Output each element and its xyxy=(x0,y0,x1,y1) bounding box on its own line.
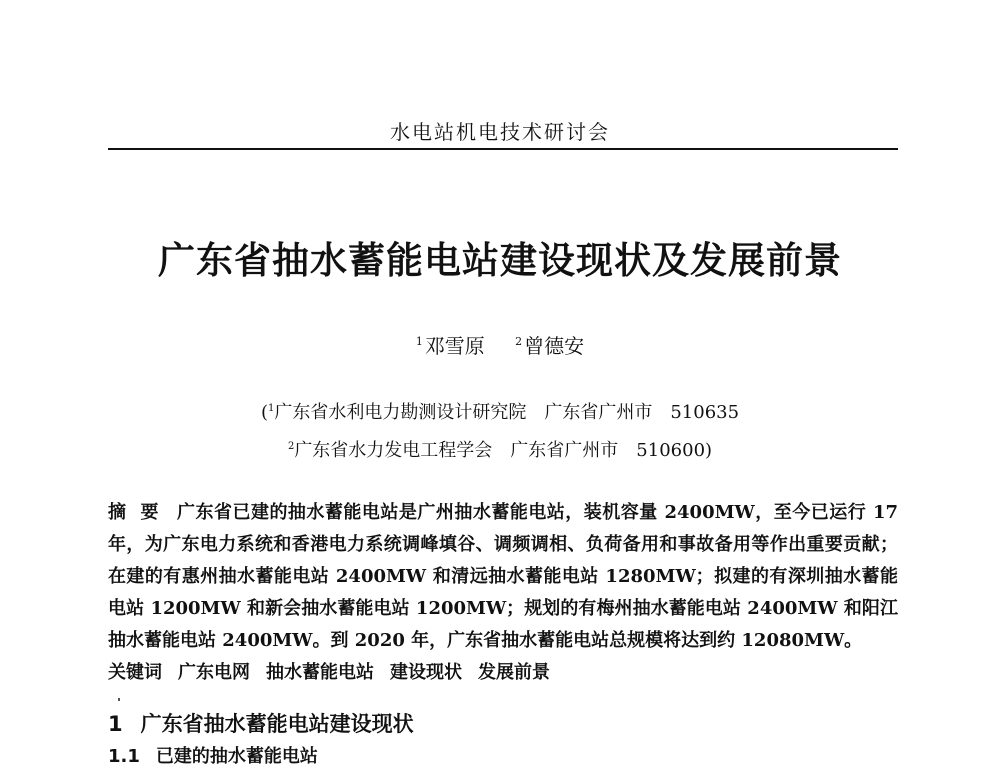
affiliation-1-open-paren: ( xyxy=(260,402,268,423)
author-2-marker: 2 xyxy=(515,335,523,348)
keywords xyxy=(108,657,898,689)
subsection-1-1-title: 已建的抽水蓄能电站 xyxy=(155,746,318,767)
paper-title: 广东省抽水蓄能电站建设现状及发展前景 xyxy=(158,238,842,282)
affiliation-1-marker: 1 xyxy=(267,403,275,414)
author-2 xyxy=(515,334,584,358)
section-heading-1 xyxy=(108,708,414,738)
keywords-label: 关键词 xyxy=(108,662,162,683)
section-1-number: 1 xyxy=(108,712,123,736)
abstract-label: 摘要 xyxy=(108,502,173,523)
affiliation-1 xyxy=(0,398,1000,424)
keyword-item: 建设现状 xyxy=(390,662,462,683)
keyword-item: 发展前景 xyxy=(478,662,550,683)
author-1-marker: 1 xyxy=(415,335,423,348)
author-2-name: 曾德安 xyxy=(524,334,585,358)
header-rule xyxy=(108,148,898,150)
keyword-item: 抽水蓄能电站 xyxy=(266,662,374,683)
affiliation-1-text: 广东省水利电力勘测设计研究院 广东省广州市 510635 xyxy=(274,402,740,423)
section-1-title: 广东省抽水蓄能电站建设现状 xyxy=(140,712,414,736)
abstract xyxy=(108,497,898,657)
affiliation-2-text: 广东省水力发电工程学会 广东省广州市 510600 xyxy=(294,440,706,461)
author-1 xyxy=(416,334,485,358)
author-list xyxy=(0,330,1000,359)
author-1-name: 邓雪原 xyxy=(424,334,485,358)
subsection-1-1-number: 1.1 xyxy=(108,746,140,767)
affiliation-2 xyxy=(0,436,1000,462)
subsection-heading-1-1 xyxy=(108,742,318,768)
scan-speck xyxy=(118,698,120,701)
affiliation-2-close-paren: ) xyxy=(705,440,713,461)
running-header: 水电站机电技术研讨会 xyxy=(390,120,610,144)
keyword-item: 广东电网 xyxy=(178,662,250,683)
affiliation-2-marker: 2 xyxy=(287,441,295,452)
abstract-text: 广东省已建的抽水蓄能电站是广州抽水蓄能电站，装机容量 2400MW，至今已运行 17 年，为广东电力系统和香港电力系统调峰填谷、调频调相、负荷备用和事故备用等作出重要贡献；在建的有惠州抽水蓄能电站 2400MW 和清远抽水蓄能电站 1280MW；拟建的有深圳抽水蓄能电站 1200MW 和新会抽水蓄能电站 1200MW；规划的有梅州抽水蓄能电站 2400MW 和阳江抽水蓄能电站 2400MW。到 2020 年，广东省抽水蓄能电站总规模将达到约 12080MW。 xyxy=(108,502,898,651)
